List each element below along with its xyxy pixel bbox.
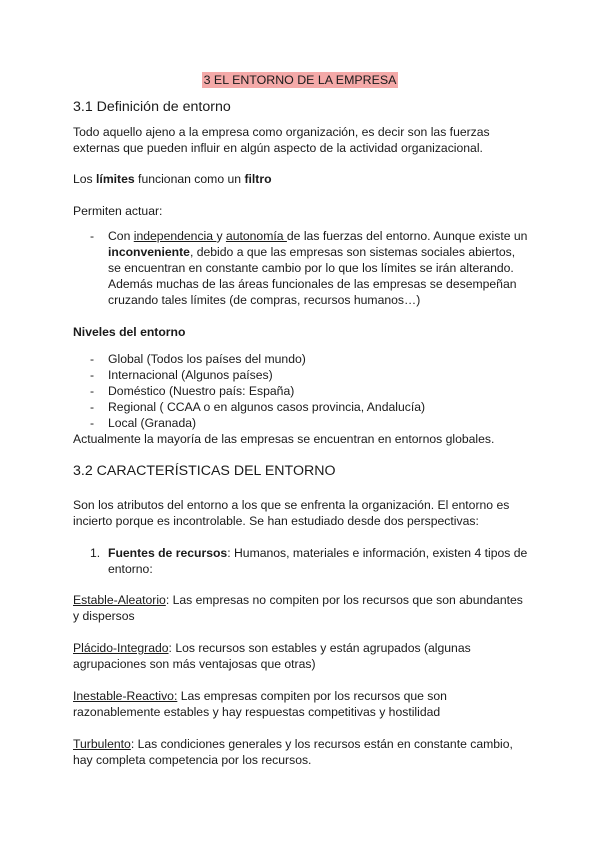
list-item: Global (Todos los países del mundo): [108, 352, 306, 366]
type-turbulento-line-2: hay completa competencia por los recursos.: [73, 753, 312, 767]
bullet-line-3: se encuentran en constante cambio por lo que los límites se irán alterando.: [108, 261, 514, 275]
type-placido-line-2: agrupaciones son más ventajosas que otras): [73, 657, 316, 671]
bullet-line-5: cruzando tales límites (de compras, recursos humanos…): [108, 293, 421, 307]
list-item: Doméstico (Nuestro país: España): [108, 384, 295, 398]
list-marker: -: [90, 384, 95, 398]
type-estable-line-1: Estable-Aleatorio: Las empresas no compiten por los recursos que son abundantes: [73, 593, 523, 607]
bullet-line-2: inconveniente, debido a que las empresas son sistemas sociales abiertos,: [108, 245, 516, 259]
document-title: 3 EL ENTORNO DE LA EMPRESA: [203, 73, 397, 87]
type-placido-line-1: Plácido-Integrado: Los recursos son estables y están agrupados (algunas: [73, 641, 471, 655]
levels-note: Actualmente la mayoría de las empresas se encuentran en entornos globales.: [73, 432, 495, 446]
numbered-line-2: entorno:: [108, 562, 153, 576]
list-marker: -: [90, 400, 95, 414]
bullet-line-4: Además muchas de las áreas funcionales de las empresas se desempeñan: [108, 277, 517, 291]
list-marker: -: [90, 416, 95, 430]
numbered-line-1: Fuentes de recursos: Humanos, materiales e información, existen 4 tipos de: [108, 546, 528, 560]
list-item: Regional ( CCAA o en algunos casos provincia, Andalucía): [108, 400, 426, 414]
s32-intro-line-2: incierto porque es incontrolable. Se han estudiado desde dos perspectivas:: [73, 514, 479, 528]
intro-line-2: externas que pueden influir en algún aspecto de la actividad organizacional.: [73, 141, 483, 155]
permit-label: Permiten actuar:: [73, 204, 163, 218]
type-estable-line-2: y dispersos: [73, 609, 135, 623]
levels-heading: Niveles del entorno: [73, 325, 186, 339]
list-item: Internacional (Algunos países): [108, 368, 273, 382]
section-3-1-heading: 3.1 Definición de entorno: [73, 99, 231, 115]
type-inestable-line-1: Inestable-Reactivo: Las empresas compiten por los recursos que son: [73, 689, 447, 703]
type-turbulento-line-1: Turbulento: Las condiciones generales y los recursos están en constante cambio,: [73, 737, 513, 751]
section-3-2-heading: 3.2 CARACTERÍSTICAS DEL ENTORNO: [73, 463, 336, 479]
list-marker: -: [90, 352, 95, 366]
list-item: Local (Granada): [108, 416, 197, 430]
bullet-marker: -: [90, 229, 95, 243]
type-inestable-line-2: razonablemente estables y hay respuestas competitivas y hostilidad: [73, 705, 441, 719]
s32-intro-line-1: Son los atributos del entorno a los que se enfrenta la organización. El entorno es: [73, 498, 510, 512]
bullet-line-1: Con independencia y autonomía de las fuerzas del entorno. Aunque existe un: [108, 229, 528, 243]
list-marker: -: [90, 368, 95, 382]
intro-line-1: Todo aquello ajeno a la empresa como organización, es decir son las fuerzas: [73, 125, 490, 139]
limits-sentence: Los límites funcionan como un filtro: [73, 172, 272, 186]
numbered-marker: 1.: [90, 546, 101, 560]
